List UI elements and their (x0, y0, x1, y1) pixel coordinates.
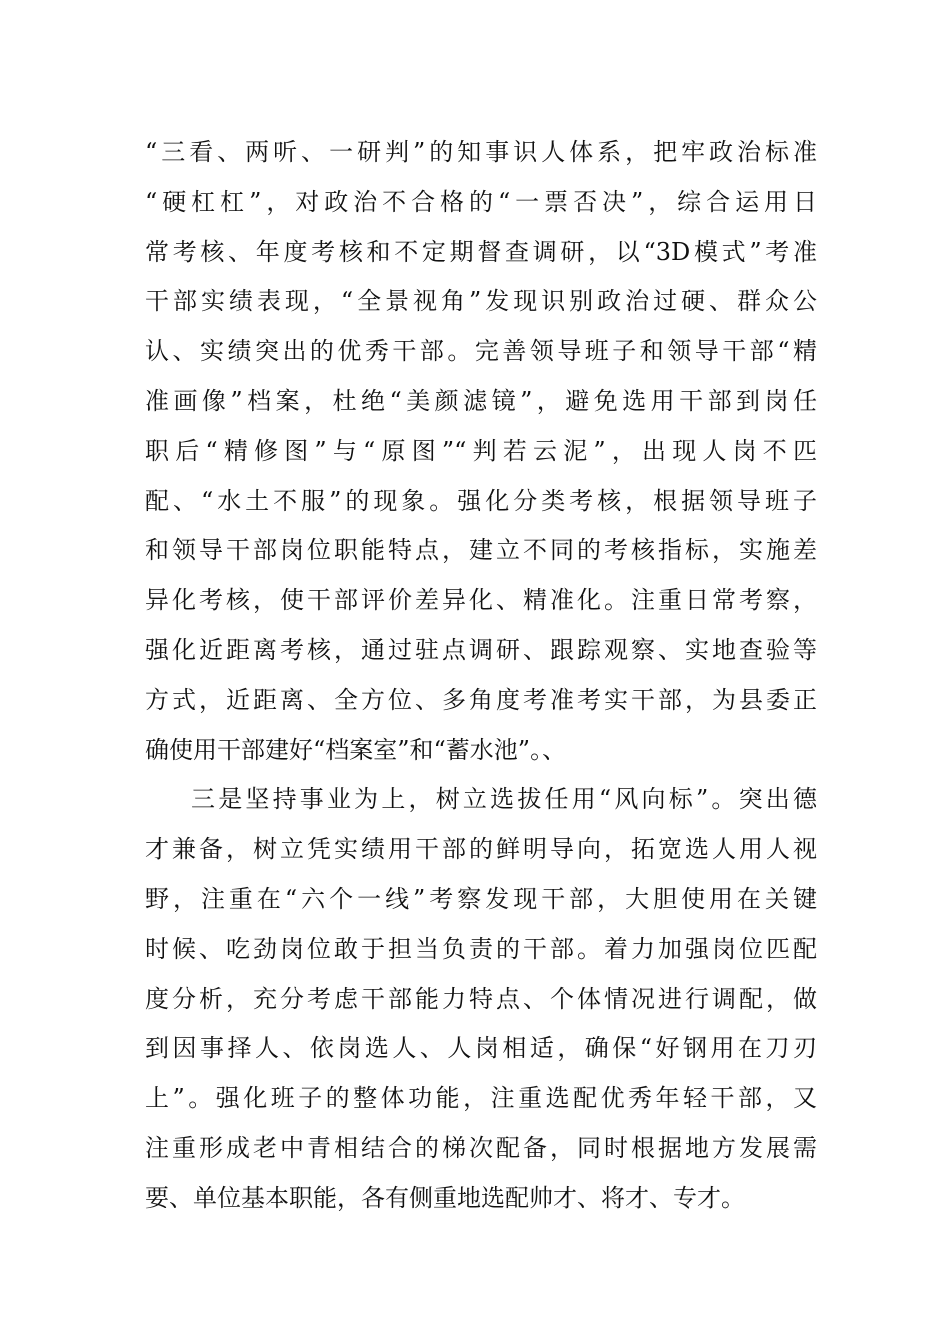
text-line: 注重形成老中青相结合的梯次配备，同时根据地方发展需 (145, 1133, 817, 1162)
text-line: 到因事择人、依岗选人、人岗相适，确保“好钢用在刀刃 (145, 1034, 817, 1063)
paragraph-end-line: 确使用干部建好“档案室”和“蓄水池”。、 (145, 735, 567, 764)
paragraph-end-line: 要、单位基本职能，各有侧重地选配帅才、将才、专才。 (145, 1183, 745, 1212)
text-line: 配、“水土不服”的现象。强化分类考核，根据领导班子 (145, 486, 817, 515)
text-line: 准画像”档案，杜绝“美颜滤镜”，避免选用干部到岗任 (145, 386, 817, 415)
paragraph-first-line: 三是坚持事业为上，树立选拔任用“风向标”。突出德 (191, 785, 817, 814)
text-line: 异化考核，使干部评价差异化、精准化。注重日常考察， (145, 586, 817, 615)
text-line: 认、实绩突出的优秀干部。完善领导班子和领导干部“精 (145, 337, 817, 366)
text-line: 时候、吃劲岗位敢于担当负责的干部。着力加强岗位匹配 (145, 934, 817, 963)
text-line: 干部实绩表现，“全景视角”发现识别政治过硬、群众公 (145, 287, 817, 316)
text-line: 上”。强化班子的整体功能，注重选配优秀年轻干部，又 (145, 1084, 817, 1113)
text-line: 度分析，充分考虑干部能力特点、个体情况进行调配，做 (145, 984, 817, 1013)
text-line: 野，注重在“六个一线”考察发现干部，大胆使用在关键 (145, 884, 817, 913)
text-line: “三看、两听、一研判”的知事识人体系，把牢政治标准 (145, 138, 817, 166)
text-line: 常考核、年度考核和不定期督查调研，以“3D模式”考准 (145, 237, 817, 266)
body-text (145, 128, 817, 1224)
text-line: 方式，近距离、全方位、多角度考准考实干部，为县委正 (145, 685, 817, 714)
text-line: “硬杠杠”，对政治不合格的“一票否决”，综合运用日 (145, 187, 817, 216)
text-line: 强化近距离考核，通过驻点调研、跟踪观察、实地查验等 (145, 635, 817, 664)
text-line: 职后“精修图”与“原图”“判若云泥”，出现人岗不匹 (145, 436, 817, 465)
text-line: 和领导干部岗位职能特点，建立不同的考核指标，实施差 (145, 536, 817, 565)
text-line: 才兼备，树立凭实绩用干部的鲜明导向，拓宽选人用人视 (145, 835, 817, 864)
